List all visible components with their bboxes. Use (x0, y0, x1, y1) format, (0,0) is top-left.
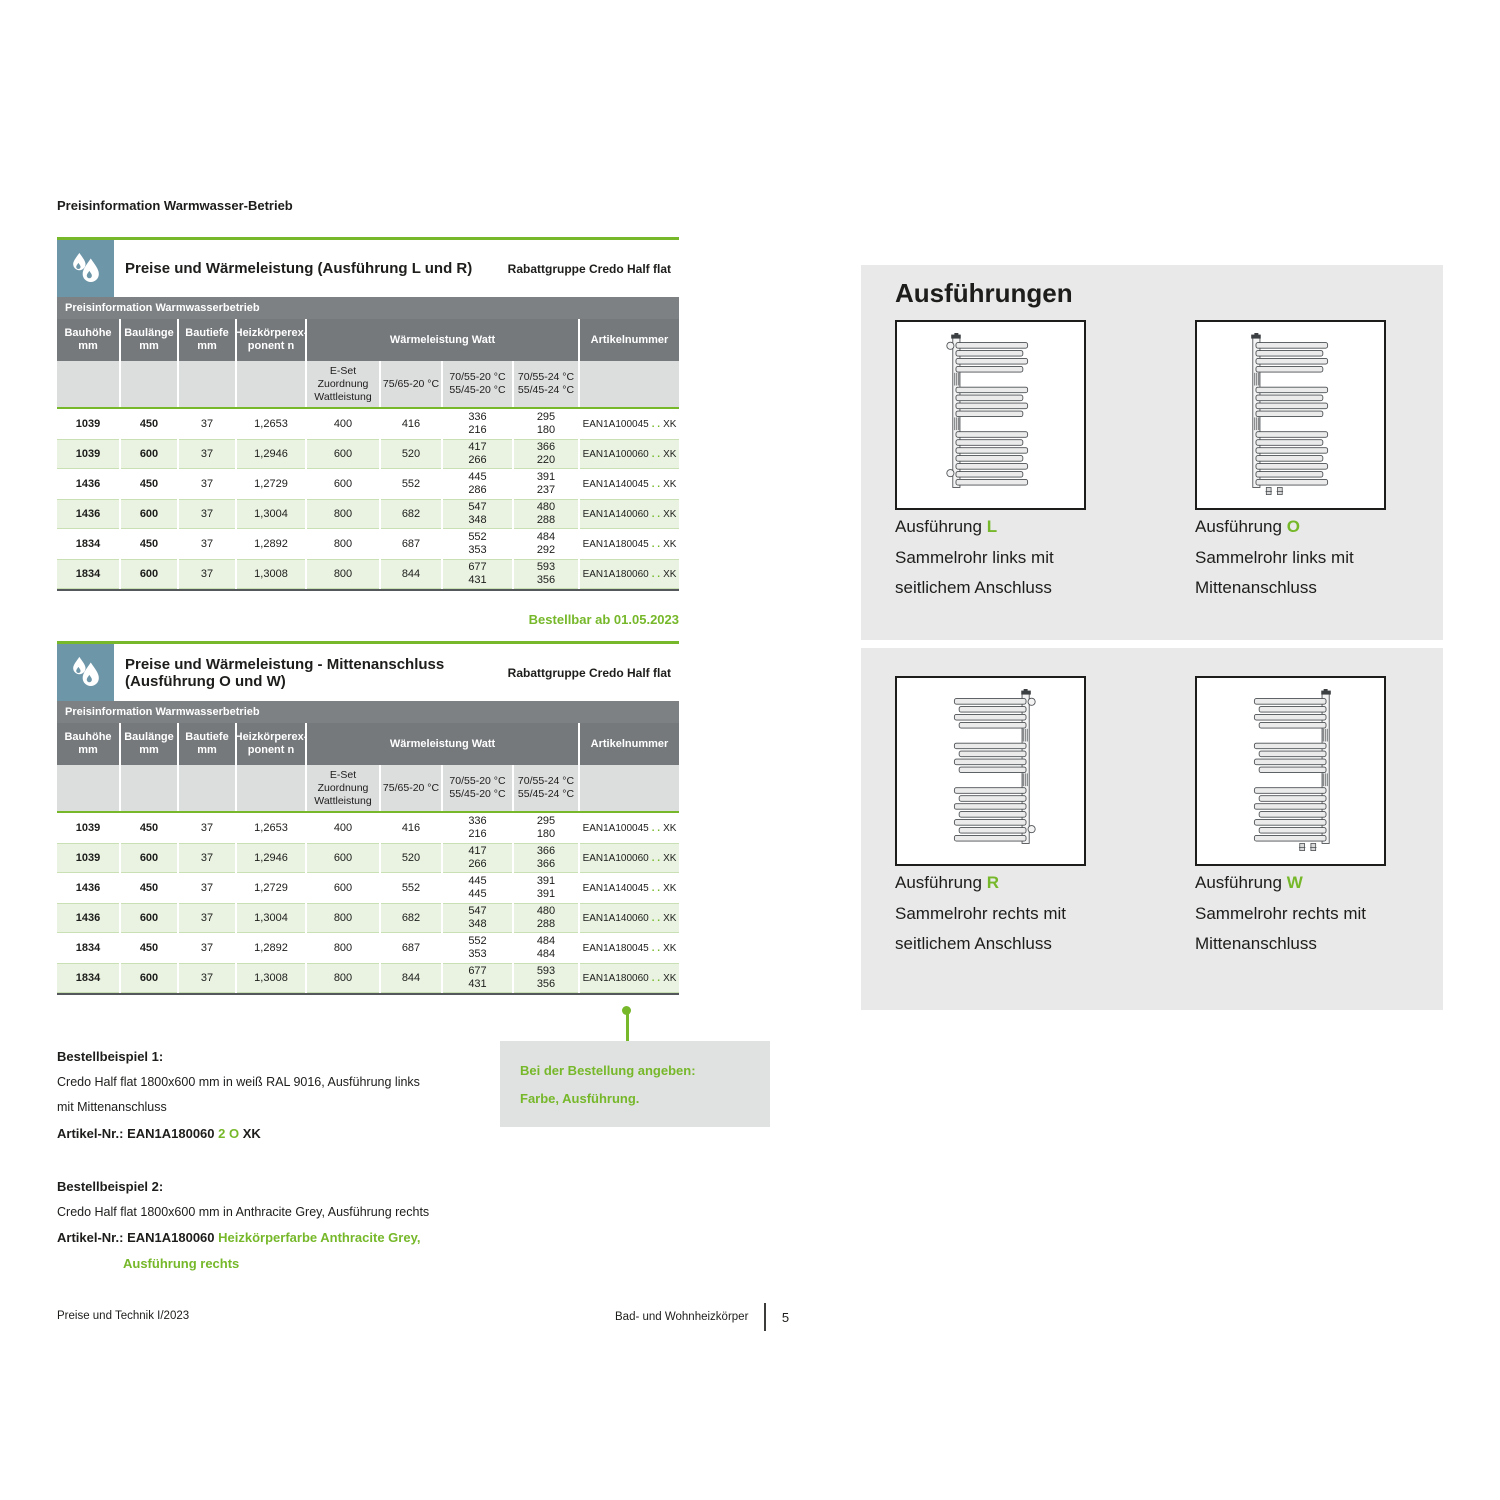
order-note-callout (500, 1041, 770, 1127)
cell-artikelnummer: EAN1A180060 . . XK (580, 559, 679, 589)
table-row (57, 409, 679, 439)
footer-divider (764, 1303, 766, 1331)
cell-baulaenge: 600 (121, 439, 177, 469)
col-header-bautiefe: Bautiefe mm (179, 723, 235, 765)
cell-watt-7055-20: 547 348 (443, 499, 512, 529)
cell-exponent: 1,3004 (237, 903, 305, 933)
col-header-bautiefe: Bautiefe mm (179, 319, 235, 361)
cell-bauhoehe: 1436 (57, 903, 119, 933)
cell-bautiefe: 37 (179, 409, 235, 439)
card-label-W: Ausführung W Sammelrohr rechts mit Mittenanschluss (1195, 873, 1366, 953)
beispiel-heading: Bestellbeispiel 2: (57, 1179, 164, 1194)
cell-watt-7565: 552 (381, 873, 441, 903)
table-band: Preisinformation Warmwasserbetrieb (57, 297, 679, 319)
cell-watt-7565: 520 (381, 439, 441, 469)
cell-bauhoehe: 1039 (57, 843, 119, 873)
cell-eset: 600 (307, 469, 379, 499)
cell-watt-7055-20: 336 216 (443, 813, 512, 843)
cell-watt-7055-24: 480 288 (514, 903, 578, 933)
table-body (57, 813, 679, 993)
cell-bautiefe: 37 (179, 439, 235, 469)
table-row (57, 559, 679, 589)
table-row (57, 499, 679, 529)
cell-bauhoehe: 1039 (57, 813, 119, 843)
cell-baulaenge: 600 (121, 499, 177, 529)
water-drops-icon (57, 644, 114, 701)
header-spacer (179, 361, 235, 407)
cell-watt-7055-20: 445 445 (443, 873, 512, 903)
cell-artikelnummer: EAN1A180060 . . XK (580, 963, 679, 993)
cell-eset: 800 (307, 963, 379, 993)
cell-watt-7055-24: 593 356 (514, 559, 578, 589)
cell-watt-7055-20: 417 266 (443, 439, 512, 469)
cell-exponent: 1,2946 (237, 439, 305, 469)
cell-watt-7565: 682 (381, 499, 441, 529)
callout-text: Bei der Bestellung angeben: (520, 1063, 696, 1078)
col-header-watt-group: Wärmeleistung Watt (307, 319, 578, 361)
radiator-diagram-R (895, 676, 1086, 866)
cell-watt-7055-20: 336 216 (443, 409, 512, 439)
cell-bauhoehe: 1834 (57, 933, 119, 963)
cell-artikelnummer: EAN1A140045 . . XK (580, 469, 679, 499)
table-title: Preise und Wärmeleistung (Ausführung L und R) (125, 260, 473, 277)
cell-bautiefe: 37 (179, 469, 235, 499)
radiator-collector-left-middle-connection-icon (1230, 333, 1352, 497)
table-band: Preisinformation Warmwasserbetrieb (57, 701, 679, 723)
cell-eset: 800 (307, 559, 379, 589)
cell-watt-7565: 416 (381, 409, 441, 439)
subcol-eset: E-Set Zuordnung Wattleistung (307, 361, 379, 407)
ausfuehrungen-panel-bottom (861, 648, 1443, 1010)
table-bottom-border (57, 589, 679, 591)
subcol-7055-20: 70/55-20 °C 55/45-20 °C (443, 361, 512, 407)
cell-artikelnummer: EAN1A140045 . . XK (580, 873, 679, 903)
table-row (57, 439, 679, 469)
callout-text: Farbe, Ausführung. (520, 1091, 640, 1106)
cell-watt-7055-20: 677 431 (443, 559, 512, 589)
ausfuehrungen-panel-top (861, 265, 1443, 640)
beispiel-heading: Bestellbeispiel 1: (57, 1049, 164, 1064)
cell-bautiefe: 37 (179, 933, 235, 963)
cell-bauhoehe: 1436 (57, 499, 119, 529)
beispiel-artikel-continued: Ausführung rechts (123, 1255, 240, 1271)
cell-exponent: 1,3008 (237, 963, 305, 993)
cell-baulaenge: 450 (121, 873, 177, 903)
cell-watt-7055-20: 417 266 (443, 843, 512, 873)
cell-watt-7565: 416 (381, 813, 441, 843)
cell-bautiefe: 37 (179, 529, 235, 559)
col-header-bauhoehe: Bauhöhe mm (57, 723, 119, 765)
cell-bauhoehe: 1039 (57, 409, 119, 439)
water-drops-icon (57, 240, 114, 297)
cell-baulaenge: 600 (121, 903, 177, 933)
cell-artikelnummer: EAN1A140060 . . XK (580, 903, 679, 933)
header-spacer (237, 765, 305, 811)
cell-exponent: 1,2892 (237, 933, 305, 963)
cell-baulaenge: 450 (121, 933, 177, 963)
cell-watt-7055-20: 552 353 (443, 529, 512, 559)
col-header-watt-group: Wärmeleistung Watt (307, 723, 578, 765)
cell-watt-7055-20: 547 348 (443, 903, 512, 933)
cell-watt-7565: 844 (381, 559, 441, 589)
cell-watt-7055-24: 593 356 (514, 963, 578, 993)
cell-bauhoehe: 1834 (57, 559, 119, 589)
beispiel-artikel: Artikel-Nr.: EAN1A180060 Heizkörperfarbe Anthracite Grey, (57, 1230, 421, 1245)
cell-eset: 600 (307, 873, 379, 903)
cell-bauhoehe: 1436 (57, 873, 119, 903)
cell-exponent: 1,2946 (237, 843, 305, 873)
table-title: Preise und Wärmeleistung - Mittenanschluss (Ausführung O und W) (125, 655, 445, 690)
cell-watt-7055-24: 391 391 (514, 873, 578, 903)
header-spacer (237, 361, 305, 407)
beispiel-line: mit Mittenanschluss (57, 1100, 167, 1114)
beispiel-line: Credo Half flat 1800x600 mm in weiß RAL 9016, Ausführung links (57, 1074, 420, 1089)
table-header-row (57, 723, 679, 765)
table-row (57, 529, 679, 559)
table-row (57, 903, 679, 933)
bestellbeispiel-2 (57, 1174, 429, 1276)
cell-bautiefe: 37 (179, 903, 235, 933)
cell-watt-7055-24: 484 484 (514, 933, 578, 963)
cell-watt-7055-24: 366 366 (514, 843, 578, 873)
radiator-diagram-L (895, 320, 1086, 510)
cell-artikelnummer: EAN1A100060 . . XK (580, 439, 679, 469)
table-subheader-row (57, 765, 679, 811)
table-header-row (57, 319, 679, 361)
col-header-exponent: Heizkörperex- ponent n (237, 723, 305, 765)
table-bottom-border (57, 993, 679, 995)
footer-right-group (615, 1303, 789, 1331)
col-header-baulaenge: Baulänge mm (121, 319, 177, 361)
subcol-eset: E-Set Zuordnung Wattleistung (307, 765, 379, 811)
header-spacer (580, 765, 679, 811)
cell-watt-7055-20: 445 286 (443, 469, 512, 499)
radiator-diagram-W (1195, 676, 1386, 866)
card-label-O: Ausführung O Sammelrohr links mit Mittenanschluss (1195, 517, 1354, 597)
cell-artikelnummer: EAN1A100060 . . XK (580, 843, 679, 873)
ausfuehrungen-heading: Ausführungen (895, 278, 1073, 308)
cell-baulaenge: 450 (121, 813, 177, 843)
cell-bautiefe: 37 (179, 963, 235, 993)
cell-eset: 800 (307, 933, 379, 963)
table-row (57, 813, 679, 843)
header-spacer (57, 361, 119, 407)
table-row (57, 963, 679, 993)
subcol-7055-20: 70/55-20 °C 55/45-20 °C (443, 765, 512, 811)
cell-baulaenge: 600 (121, 843, 177, 873)
cell-exponent: 1,3004 (237, 499, 305, 529)
table-body (57, 409, 679, 589)
cell-watt-7055-24: 366 220 (514, 439, 578, 469)
radiator-collector-right-middle-connection-icon (1230, 689, 1352, 853)
cell-watt-7055-24: 480 288 (514, 499, 578, 529)
card-label-L: Ausführung L Sammelrohr links mit seitlichem Anschluss (895, 517, 1054, 597)
radiator-diagram-O (1195, 320, 1386, 510)
header-spacer (179, 765, 235, 811)
cell-baulaenge: 450 (121, 529, 177, 559)
cell-eset: 400 (307, 409, 379, 439)
bestellbeispiel-1 (57, 1044, 420, 1146)
beispiel-artikel: Artikel-Nr.: EAN1A180060 2 O XK (57, 1125, 261, 1141)
card-label-R: Ausführung R Sammelrohr rechts mit seitlichem Anschluss (895, 873, 1066, 953)
cell-watt-7565: 844 (381, 963, 441, 993)
col-header-exponent: Heizkörperex- ponent n (237, 319, 305, 361)
cell-bauhoehe: 1039 (57, 439, 119, 469)
subcol-7565: 75/65-20 °C (381, 765, 441, 811)
table-row (57, 873, 679, 903)
radiator-collector-right-side-connection-icon (930, 689, 1052, 853)
price-table-1 (57, 237, 679, 591)
cell-baulaenge: 600 (121, 559, 177, 589)
col-header-baulaenge: Baulänge mm (121, 723, 177, 765)
cell-exponent: 1,2729 (237, 873, 305, 903)
cell-exponent: 1,2729 (237, 469, 305, 499)
cell-baulaenge: 450 (121, 409, 177, 439)
cell-bauhoehe: 1834 (57, 529, 119, 559)
table-subheader-row (57, 361, 679, 407)
cell-eset: 600 (307, 439, 379, 469)
rabattgruppe-label: Rabattgruppe Credo Half flat (507, 665, 671, 680)
subcol-7565: 75/65-20 °C (381, 361, 441, 407)
cell-bauhoehe: 1436 (57, 469, 119, 499)
header-spacer (57, 765, 119, 811)
col-header-artikelnummer: Artikelnummer (580, 319, 679, 361)
cell-watt-7055-24: 295 180 (514, 813, 578, 843)
cell-watt-7055-20: 552 353 (443, 933, 512, 963)
cell-exponent: 1,2892 (237, 529, 305, 559)
cell-bautiefe: 37 (179, 843, 235, 873)
cell-baulaenge: 450 (121, 469, 177, 499)
cell-artikelnummer: EAN1A140060 . . XK (580, 499, 679, 529)
cell-baulaenge: 600 (121, 963, 177, 993)
cell-eset: 600 (307, 843, 379, 873)
cell-artikelnummer: EAN1A100045 . . XK (580, 409, 679, 439)
cell-bautiefe: 37 (179, 559, 235, 589)
header-spacer (121, 361, 177, 407)
rabattgruppe-label: Rabattgruppe Credo Half flat (507, 261, 671, 276)
table-row (57, 933, 679, 963)
cell-watt-7055-24: 484 292 (514, 529, 578, 559)
cell-watt-7565: 687 (381, 933, 441, 963)
cell-exponent: 1,2653 (237, 409, 305, 439)
cell-watt-7565: 687 (381, 529, 441, 559)
cell-eset: 800 (307, 499, 379, 529)
subcol-7055-24: 70/55-24 °C 55/45-24 °C (514, 765, 578, 811)
cell-watt-7565: 520 (381, 843, 441, 873)
header-spacer (121, 765, 177, 811)
cell-watt-7565: 552 (381, 469, 441, 499)
cell-exponent: 1,3008 (237, 559, 305, 589)
header-spacer (580, 361, 679, 407)
table-row (57, 843, 679, 873)
cell-watt-7565: 682 (381, 903, 441, 933)
cell-bauhoehe: 1834 (57, 963, 119, 993)
price-table-2 (57, 641, 679, 995)
cell-exponent: 1,2653 (237, 813, 305, 843)
cell-eset: 800 (307, 529, 379, 559)
bestellbar-note: Bestellbar ab 01.05.2023 (528, 612, 679, 627)
footer-catalog-label: Preise und Technik I/2023 (57, 1310, 190, 1322)
callout-connector-line (626, 1014, 629, 1041)
cell-artikelnummer: EAN1A180045 . . XK (580, 529, 679, 559)
footer-chapter-label: Bad- und Wohnheizkörper (615, 1311, 749, 1323)
cell-watt-7055-24: 391 237 (514, 469, 578, 499)
page-section-label: Preisinformation Warmwasser-Betrieb (57, 198, 293, 213)
cell-bautiefe: 37 (179, 873, 235, 903)
radiator-collector-left-side-connection-icon (930, 333, 1052, 497)
beispiel-line: Credo Half flat 1800x600 mm in Anthracite Grey, Ausführung rechts (57, 1204, 430, 1219)
cell-eset: 800 (307, 903, 379, 933)
col-header-bauhoehe: Bauhöhe mm (57, 319, 119, 361)
table-title-band (57, 240, 679, 297)
cell-artikelnummer: EAN1A100045 . . XK (580, 813, 679, 843)
cell-watt-7055-24: 295 180 (514, 409, 578, 439)
cell-bautiefe: 37 (179, 499, 235, 529)
cell-artikelnummer: EAN1A180045 . . XK (580, 933, 679, 963)
cell-watt-7055-20: 677 431 (443, 963, 512, 993)
table-title-band (57, 644, 679, 701)
subcol-7055-24: 70/55-24 °C 55/45-24 °C (514, 361, 578, 407)
col-header-artikelnummer: Artikelnummer (580, 723, 679, 765)
cell-bautiefe: 37 (179, 813, 235, 843)
page-number: 5 (781, 1309, 790, 1325)
cell-eset: 400 (307, 813, 379, 843)
table-row (57, 469, 679, 499)
